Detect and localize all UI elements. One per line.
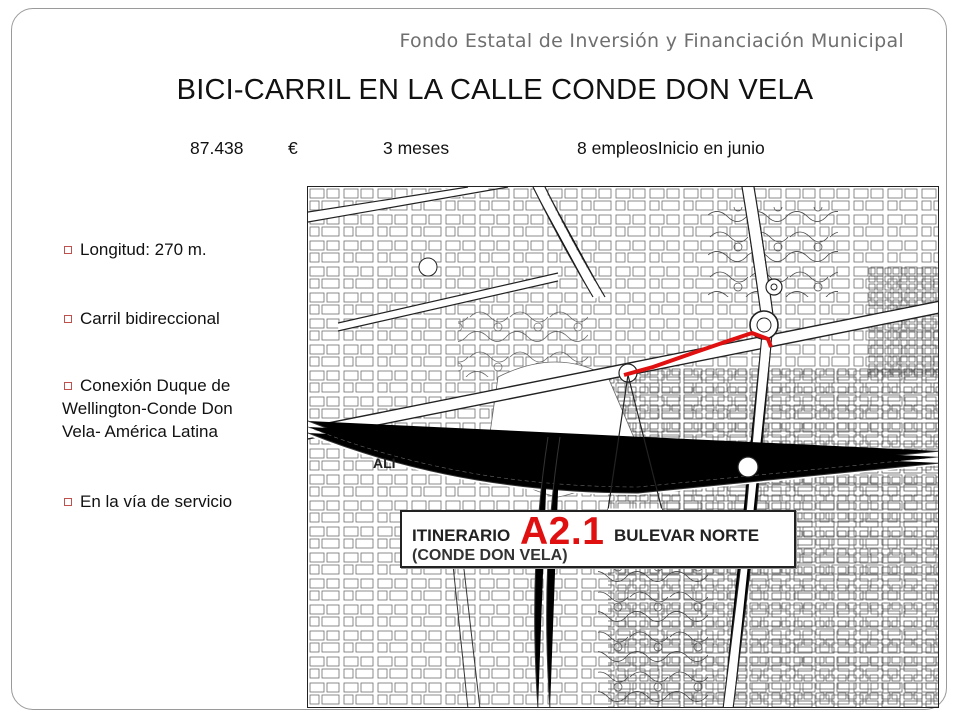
slide-title: BICI-CARRIL EN LA CALLE CONDE DON VELA bbox=[176, 74, 814, 106]
bullet-text: Conexión Duque de bbox=[80, 376, 231, 395]
bullet-square-icon bbox=[64, 246, 72, 254]
district-label: ALI bbox=[373, 455, 396, 471]
bullet-square-icon bbox=[64, 315, 72, 323]
bullet-text: Vela- América Latina bbox=[62, 422, 218, 441]
bullet-text: Wellington-Conde Don bbox=[62, 399, 233, 418]
bullet-square-icon bbox=[64, 498, 72, 506]
bullet-item-length bbox=[64, 238, 207, 261]
itinerary-label bbox=[400, 510, 796, 568]
city-map bbox=[307, 186, 939, 708]
bullet-item-lane bbox=[64, 307, 220, 330]
jobs-start-value: 8 empleosInicio en junio bbox=[577, 138, 765, 158]
itinerary-code: A2.1 bbox=[520, 510, 605, 553]
bullet-item-service-road bbox=[64, 490, 232, 513]
bullet-item-connection bbox=[62, 374, 233, 443]
bullet-text: Longitud: 270 m. bbox=[80, 240, 207, 259]
currency-symbol: € bbox=[288, 138, 298, 158]
map-drawing bbox=[308, 187, 939, 708]
bullet-text: Carril bidireccional bbox=[80, 309, 220, 328]
bullet-square-icon bbox=[64, 382, 72, 390]
itinerary-subname: (CONDE DON VELA) bbox=[412, 547, 568, 564]
bullet-text: En la vía de servicio bbox=[80, 492, 233, 511]
slide-subtitle: Fondo Estatal de Inversión y Financiación Municipal bbox=[399, 30, 904, 52]
itinerary-name: BULEVAR NORTE bbox=[614, 526, 760, 545]
itinerary-word: ITINERARIO bbox=[412, 526, 511, 545]
duration-value: 3 meses bbox=[383, 138, 450, 158]
cost-value: 87.438 bbox=[190, 138, 244, 158]
